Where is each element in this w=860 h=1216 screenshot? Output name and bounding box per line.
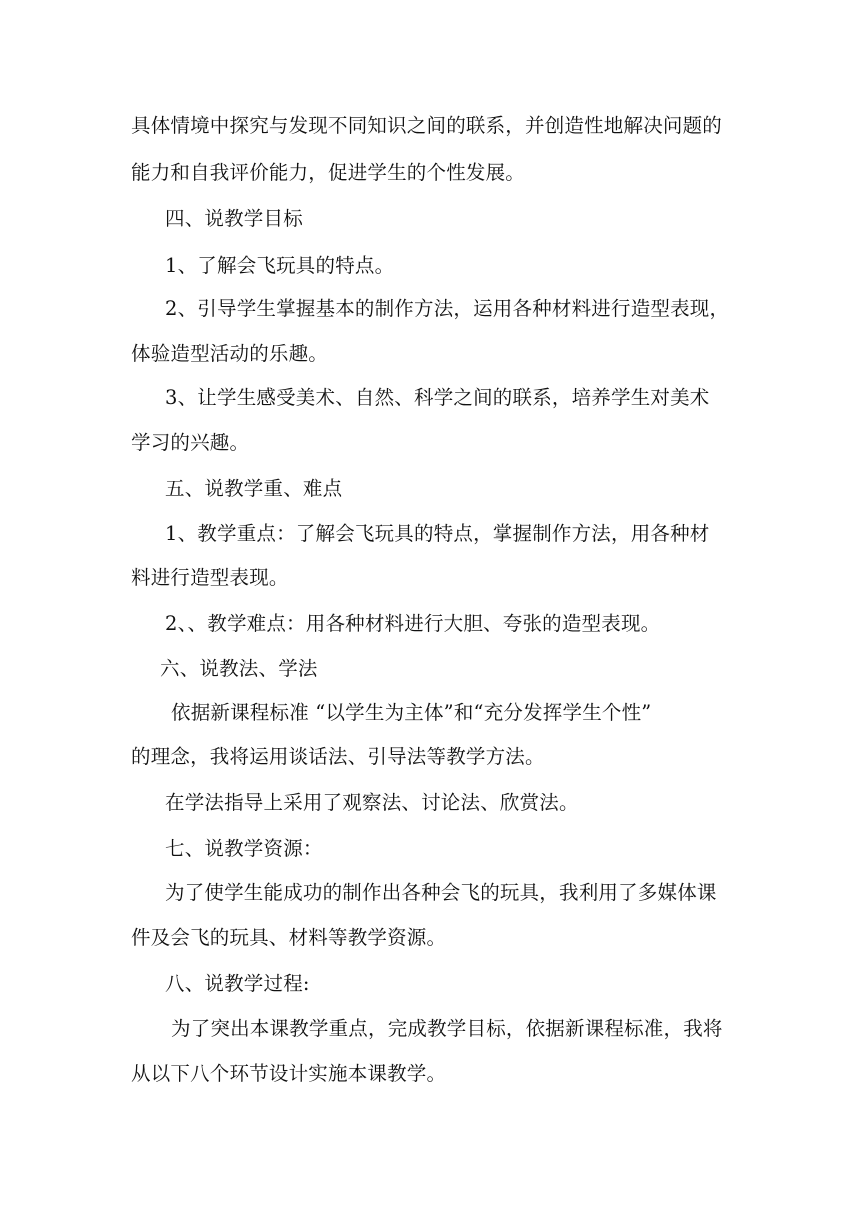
- section-heading: 八、说教学过程:: [165, 972, 310, 995]
- body-text-line: 能力和自我评价能力，促进学生的个性发展。: [131, 161, 526, 184]
- section-heading: 六、说教法、学法: [160, 657, 318, 680]
- body-text-line: 依据新课程标准 “以学生为主体”和“充分发挥学生个性”: [171, 701, 652, 724]
- body-text-line: 为了使学生能成功的制作出各种会飞的玩具，我利用了多媒体课: [165, 881, 717, 904]
- section-heading: 五、说教学重、难点: [165, 477, 343, 500]
- body-text-line: 体验造型活动的乐趣。: [131, 342, 329, 365]
- body-text-line: 具体情境中探究与发现不同知识之间的联系，并创造性地解决问题的: [131, 114, 723, 137]
- list-item: 1、教学重点：了解会飞玩具的特点，掌握制作方法，用各种材: [165, 522, 710, 545]
- list-item: 2、引导学生掌握基本的制作方法，运用各种材料进行造型表现，: [165, 297, 730, 320]
- list-item: 2、、教学难点：用各种材料进行大胆、夸张的造型表现。: [165, 612, 661, 635]
- body-text-line: 料进行造型表现。: [131, 566, 289, 589]
- body-text-line: 的理念，我将运用谈话法、引导法等教学方法。: [131, 745, 545, 768]
- body-text-line: 学习的兴趣。: [131, 431, 250, 454]
- list-item: 1、了解会飞玩具的特点。: [165, 254, 395, 277]
- body-text-line: 在学法指导上采用了观察法、讨论法、欣赏法。: [165, 791, 579, 814]
- body-text-line: 件及会飞的玩具、材料等教学资源。: [131, 926, 447, 949]
- body-text-line: 从以下八个环节设计实施本课教学。: [131, 1062, 447, 1085]
- section-heading: 四、说教学目标: [165, 207, 303, 230]
- body-text-line: 为了突出本课教学重点，完成教学目标，依据新课程标准，我将: [171, 1017, 723, 1040]
- list-item: 3、让学生感受美术、自然、科学之间的联系，培养学生对美术: [165, 386, 710, 409]
- section-heading: 七、说教学资源：: [165, 837, 323, 860]
